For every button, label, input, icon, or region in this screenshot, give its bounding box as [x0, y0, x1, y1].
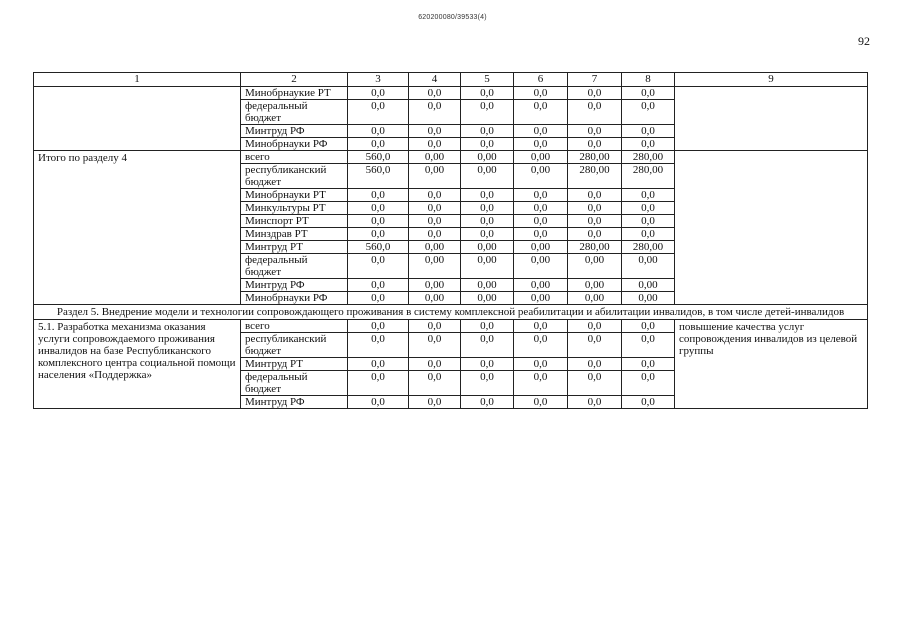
value-cell: 0,0 [348, 333, 409, 358]
value-cell: 0,0 [409, 358, 461, 371]
value-cell: 0,00 [622, 292, 675, 305]
value-cell: 0,0 [568, 320, 622, 333]
value-cell: 0,00 [461, 254, 514, 279]
value-cell: 0,0 [514, 125, 568, 138]
value-cell: 0,0 [622, 371, 675, 396]
value-cell: 280,00 [568, 151, 622, 164]
source-label: Минобрнауки РФ [241, 292, 348, 305]
value-cell: 0,0 [348, 100, 409, 125]
column-number: 8 [622, 73, 675, 87]
value-cell: 0,0 [348, 371, 409, 396]
source-label: республиканский бюджет [241, 333, 348, 358]
column-number: 3 [348, 73, 409, 87]
value-cell: 280,00 [568, 241, 622, 254]
value-cell: 0,0 [568, 215, 622, 228]
value-cell: 0,0 [622, 228, 675, 241]
value-cell: 280,00 [622, 164, 675, 189]
value-cell: 0,0 [514, 396, 568, 409]
value-cell: 0,00 [409, 279, 461, 292]
value-cell: 0,0 [568, 358, 622, 371]
value-cell: 0,0 [568, 228, 622, 241]
empty-result-cell [675, 87, 868, 151]
value-cell: 0,0 [348, 215, 409, 228]
empty-result-cell [675, 151, 868, 305]
value-cell: 0,0 [348, 320, 409, 333]
value-cell: 0,0 [622, 215, 675, 228]
column-number: 4 [409, 73, 461, 87]
value-cell: 0,0 [568, 396, 622, 409]
page-number: 92 [858, 34, 870, 48]
value-cell: 0,0 [461, 228, 514, 241]
value-cell: 0,0 [568, 202, 622, 215]
value-cell: 0,0 [348, 87, 409, 100]
value-cell: 0,00 [514, 151, 568, 164]
value-cell: 0,00 [409, 164, 461, 189]
value-cell: 0,0 [348, 189, 409, 202]
value-cell: 0,0 [348, 202, 409, 215]
value-cell: 0,0 [461, 138, 514, 151]
value-cell: 0,00 [622, 254, 675, 279]
value-cell: 0,00 [568, 279, 622, 292]
value-cell: 0,0 [514, 202, 568, 215]
value-cell: 0,0 [568, 138, 622, 151]
value-cell: 0,0 [409, 125, 461, 138]
value-cell: 0,0 [461, 215, 514, 228]
value-cell: 0,0 [461, 100, 514, 125]
value-cell: 0,0 [409, 228, 461, 241]
value-cell: 0,0 [461, 371, 514, 396]
item-result: повышение качества услуг сопровождения инвалидов из целевой группы [675, 320, 868, 409]
section-title: Раздел 5. Внедрение модели и технологии сопровождающего проживания в систему комплексной реабилитации и абилитации инвалидов, в том числе детей-инвалидов [34, 305, 868, 320]
value-cell: 0,0 [514, 371, 568, 396]
value-cell: 0,00 [409, 292, 461, 305]
value-cell: 0,0 [348, 358, 409, 371]
value-cell: 0,0 [514, 87, 568, 100]
column-number: 5 [461, 73, 514, 87]
source-label: Минздрав РТ [241, 228, 348, 241]
value-cell: 0,0 [409, 100, 461, 125]
table-row [34, 320, 868, 333]
value-cell: 0,00 [514, 164, 568, 189]
source-label: Минобрнауки РФ [241, 138, 348, 151]
table-body [34, 73, 868, 409]
value-cell: 0,00 [461, 279, 514, 292]
value-cell: 280,00 [622, 241, 675, 254]
value-cell: 0,0 [622, 333, 675, 358]
document-id: 620200080/39533(4) [418, 14, 487, 21]
value-cell: 0,0 [622, 138, 675, 151]
value-cell: 0,0 [568, 100, 622, 125]
value-cell: 0,00 [461, 164, 514, 189]
value-cell: 0,0 [409, 215, 461, 228]
item-name: 5.1. Разработка механизма оказания услуги сопровождаемого проживания инвалидов на базе Республиканского комплексного центра социальной помощи населения «Поддержка» [34, 320, 241, 409]
total-label: Итого по разделу 4 [34, 151, 241, 305]
empty-name-cell [34, 87, 241, 151]
value-cell: 0,00 [514, 254, 568, 279]
value-cell: 0,0 [348, 228, 409, 241]
value-cell: 0,0 [622, 358, 675, 371]
source-label: Минкультуры РТ [241, 202, 348, 215]
value-cell: 0,00 [409, 151, 461, 164]
budget-table [33, 72, 868, 409]
value-cell: 0,0 [622, 320, 675, 333]
value-cell: 0,0 [568, 189, 622, 202]
value-cell: 0,0 [461, 396, 514, 409]
column-number: 6 [514, 73, 568, 87]
column-number: 9 [675, 73, 868, 87]
value-cell: 560,0 [348, 164, 409, 189]
value-cell: 0,0 [461, 125, 514, 138]
source-label: республиканский бюджет [241, 164, 348, 189]
value-cell: 0,0 [514, 189, 568, 202]
value-cell: 0,0 [409, 202, 461, 215]
header-row [34, 73, 868, 87]
value-cell: 0,0 [514, 333, 568, 358]
table-row [34, 151, 868, 164]
source-label: Минтруд РТ [241, 241, 348, 254]
value-cell: 0,0 [514, 320, 568, 333]
value-cell: 0,0 [461, 358, 514, 371]
value-cell: 0,0 [409, 87, 461, 100]
value-cell: 280,00 [622, 151, 675, 164]
value-cell: 0,0 [461, 202, 514, 215]
value-cell: 0,00 [568, 254, 622, 279]
value-cell: 0,0 [514, 138, 568, 151]
value-cell: 0,00 [461, 241, 514, 254]
value-cell: 0,0 [348, 396, 409, 409]
value-cell: 0,0 [461, 189, 514, 202]
source-label: Минтруд РФ [241, 125, 348, 138]
value-cell: 0,0 [348, 138, 409, 151]
value-cell: 0,0 [409, 189, 461, 202]
value-cell: 0,00 [409, 241, 461, 254]
source-label: федеральный бюджет [241, 100, 348, 125]
value-cell: 0,0 [461, 87, 514, 100]
value-cell: 0,0 [348, 292, 409, 305]
value-cell: 560,0 [348, 241, 409, 254]
value-cell: 0,0 [514, 228, 568, 241]
source-label: Минспорт РТ [241, 215, 348, 228]
value-cell: 0,00 [568, 292, 622, 305]
value-cell: 0,0 [514, 215, 568, 228]
value-cell: 0,0 [461, 333, 514, 358]
source-label: федеральный бюджет [241, 371, 348, 396]
source-label: Минобрнаукие РТ [241, 87, 348, 100]
value-cell: 0,00 [622, 279, 675, 292]
source-label: Минтруд РФ [241, 279, 348, 292]
value-cell: 0,0 [514, 358, 568, 371]
value-cell: 0,0 [568, 333, 622, 358]
table-row [34, 87, 868, 100]
source-label: Минтруд РФ [241, 396, 348, 409]
value-cell: 0,0 [622, 87, 675, 100]
value-cell: 0,0 [622, 396, 675, 409]
value-cell: 0,0 [622, 189, 675, 202]
value-cell: 0,0 [409, 396, 461, 409]
value-cell: 0,0 [622, 202, 675, 215]
value-cell: 0,00 [514, 241, 568, 254]
value-cell: 0,0 [622, 100, 675, 125]
value-cell: 0,00 [514, 292, 568, 305]
value-cell: 0,00 [461, 292, 514, 305]
column-number: 2 [241, 73, 348, 87]
value-cell: 0,0 [568, 87, 622, 100]
value-cell: 0,0 [461, 320, 514, 333]
section-row [34, 305, 868, 320]
value-cell: 0,0 [409, 138, 461, 151]
column-number: 7 [568, 73, 622, 87]
value-cell: 0,00 [409, 254, 461, 279]
value-cell: 0,0 [514, 100, 568, 125]
value-cell: 0,0 [409, 333, 461, 358]
value-cell: 0,0 [409, 371, 461, 396]
value-cell: 0,0 [568, 371, 622, 396]
value-cell: 0,0 [622, 125, 675, 138]
value-cell: 0,00 [461, 151, 514, 164]
value-cell: 0,0 [409, 320, 461, 333]
source-label: всего [241, 151, 348, 164]
source-label: Минтруд РТ [241, 358, 348, 371]
source-label: всего [241, 320, 348, 333]
value-cell: 0,00 [514, 279, 568, 292]
value-cell: 0,0 [348, 125, 409, 138]
value-cell: 280,00 [568, 164, 622, 189]
value-cell: 0,0 [348, 279, 409, 292]
value-cell: 560,0 [348, 151, 409, 164]
value-cell: 0,0 [568, 125, 622, 138]
source-label: Минобрнауки РТ [241, 189, 348, 202]
value-cell: 0,0 [348, 254, 409, 279]
column-number: 1 [34, 73, 241, 87]
source-label: федеральный бюджет [241, 254, 348, 279]
